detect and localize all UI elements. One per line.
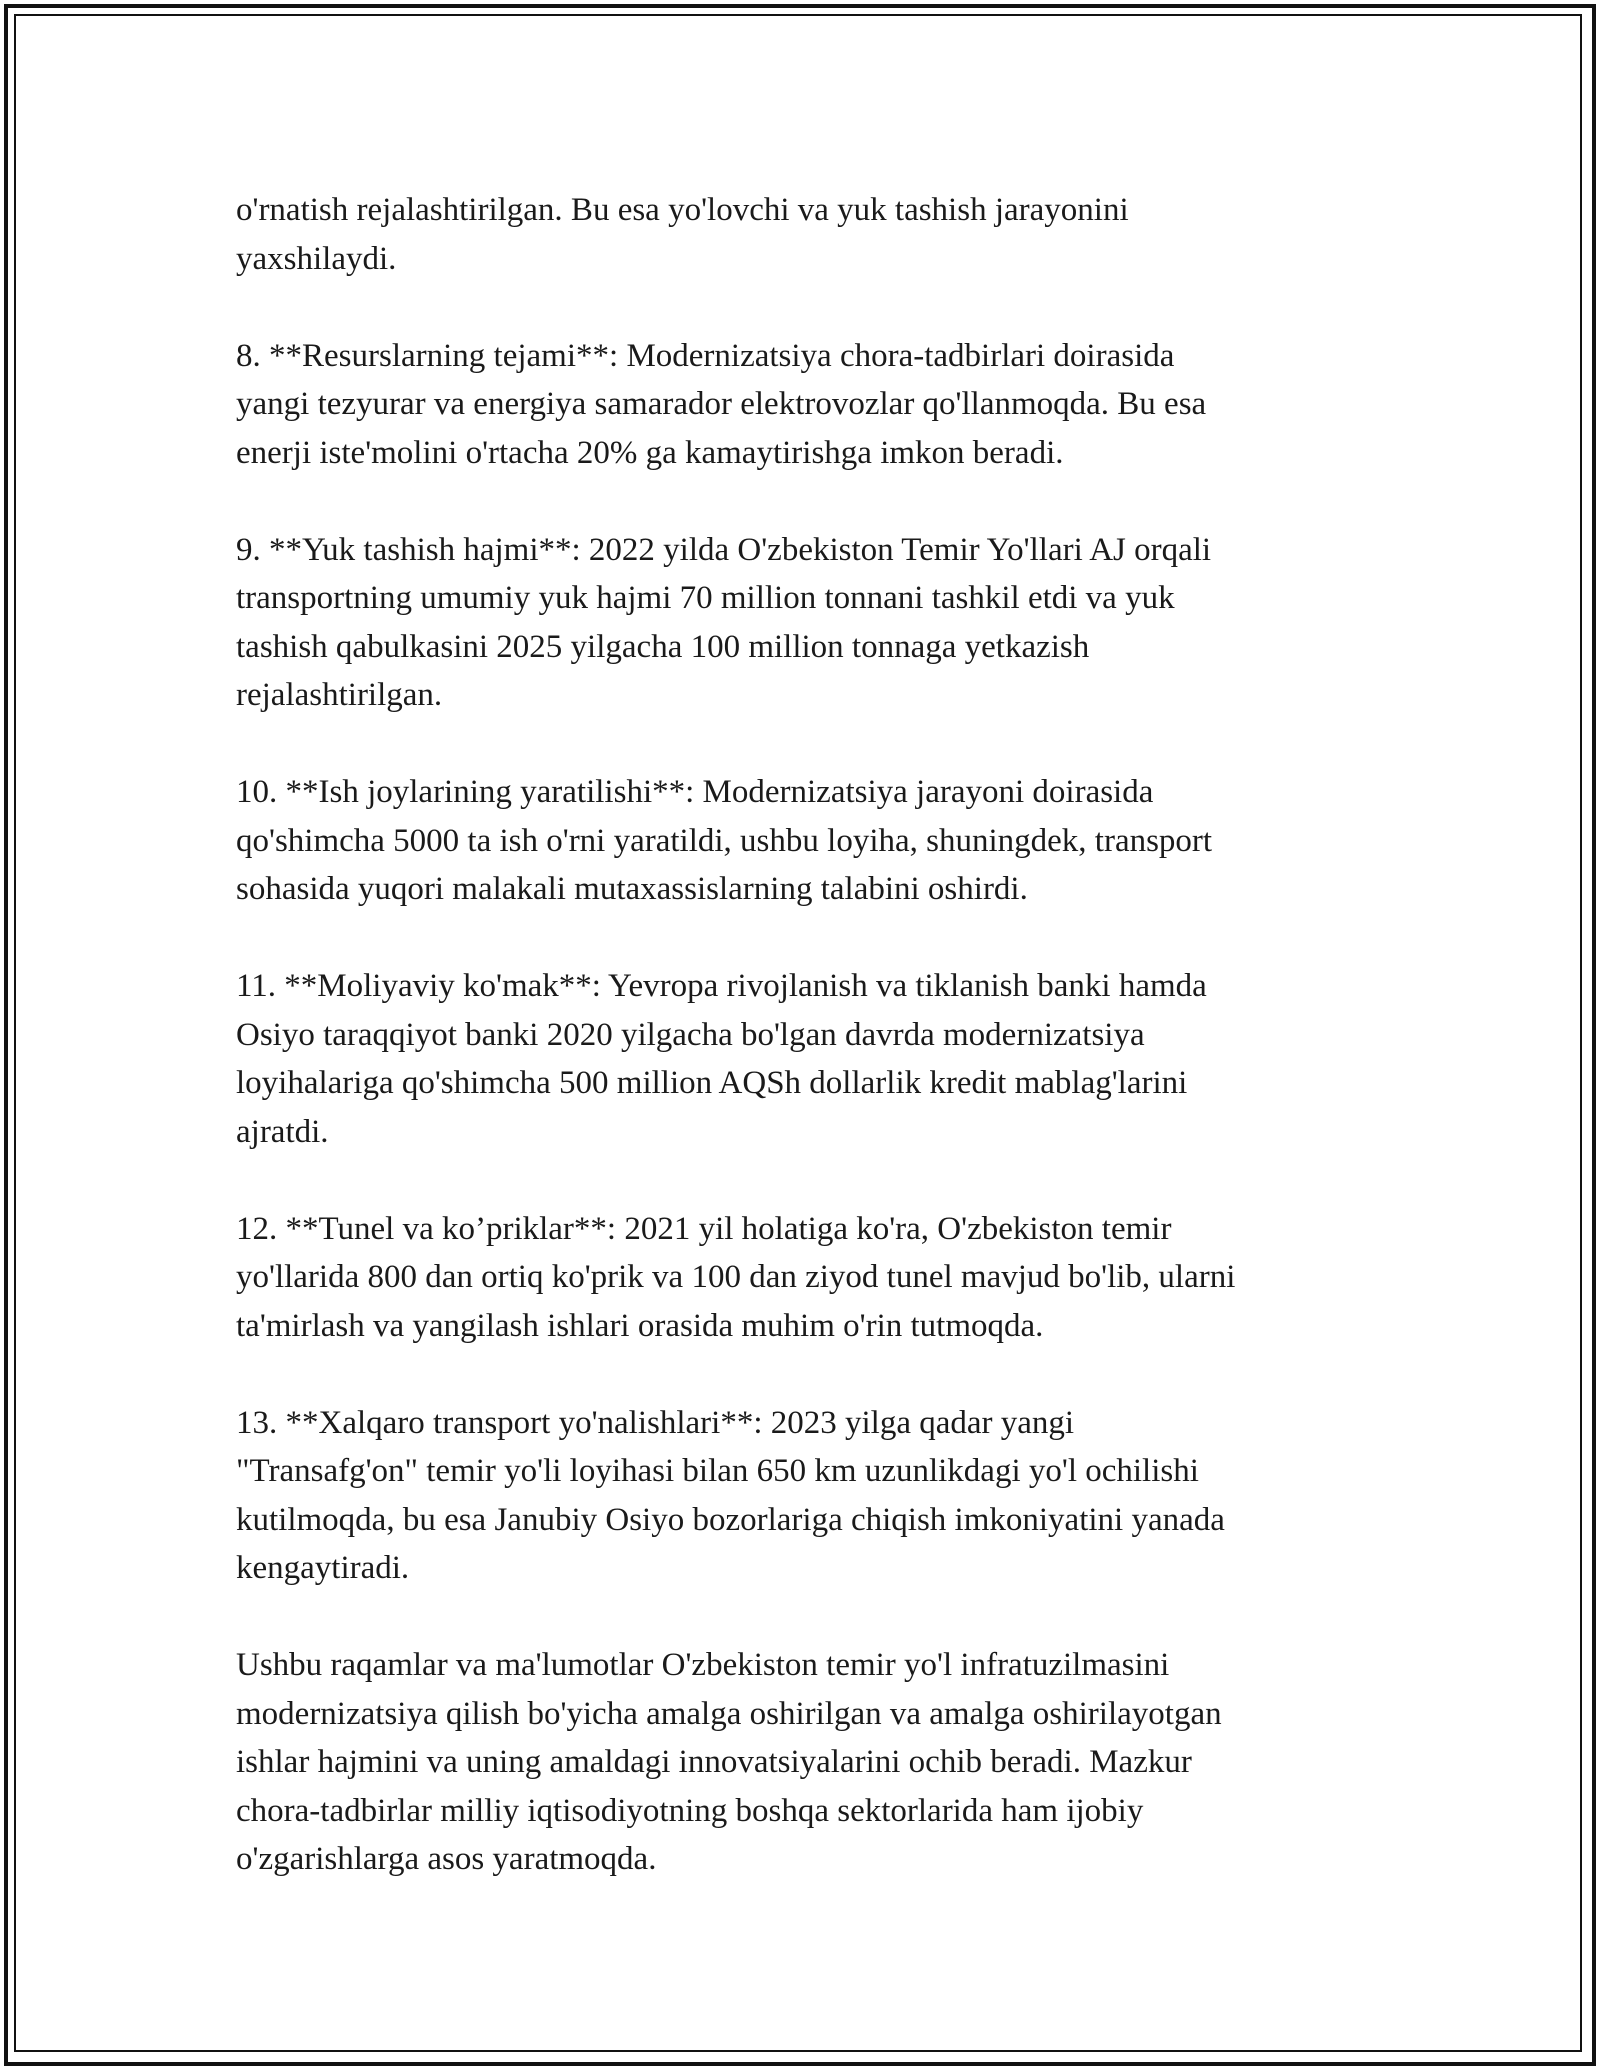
paragraph-item-10-job-creation: 10. **Ish joylarining yaratilishi**: Modernizatsiya jarayoni doirasida qo'shimcha 5000 ta ish o'rni yaratildi, ushbu loyiha, shuningdek, transport sohasida yuqori malakali mutaxassislarning talabini oshirdi.: [236, 774, 1213, 907]
paragraph-item-9-freight-volume: 9. **Yuk tashish hajmi**: 2022 yilda O'zbekiston Temir Yo'llari AJ orqali transportning umumiy yuk hajmi 70 million tonnani tashkil etdi va yuk tashish qabulkasini 2025 yilgacha 100 million tonnaga yetkazish rejalashtirilgan.: [236, 531, 1212, 713]
document-body: [236, 186, 1376, 1884]
paragraph-item-8-resource-savings: 8. **Resurslarning tejami**: Modernizatsiya chora-tadbirlari doirasida yangi tezyurar va energiya samarador elektrovozlar qo'llanmoqda. Bu esa enerji iste'molini o'rtacha 20% ga kamaytirishga imkon beradi.: [236, 337, 1207, 471]
paragraph-conclusion: Ushbu raqamlar va ma'lumotlar O'zbekiston temir yo'l infratuzilmasini modernizatsiya qilish bo'yicha amalga oshirilgan va amalga oshirilayotgan ishlar hajmini va uning amaldagi innovatsiyalarini ochib beradi. Mazkur chora-tadbirlar milliy iqtisodiyotning boshqa sektorlarida ham ijobiy o'zgarishlarga asos yaratmoqda.: [236, 1647, 1222, 1877]
paragraph-intro-continuation: o'rnatish rejalashtirilgan. Bu esa yo'lovchi va yuk tashish jarayonini yaxshilaydi.: [236, 192, 1129, 277]
paragraph-item-11-financial-support: 11. **Moliyaviy ko'mak**: Yevropa rivojlanish va tiklanish banki hamda Osiyo taraqqiyot banki 2020 yilgacha bo'lgan davrda modernizatsiya loyihalariga qo'shimcha 500 million AQSh dollarlik kredit mablag'larini ajratdi.: [236, 968, 1207, 1150]
paragraph-item-12-tunnels-bridges: 12. **Tunel va ko’priklar**: 2021 yil holatiga ko'ra, O'zbekiston temir yo'llarida 800 dan ortiq ko'prik va 100 dan ziyod tunel mavjud bo'lib, ularni ta'mirlash va yangilash ishlari orasida muhim o'rin tutmoqda.: [236, 1210, 1236, 1344]
paragraph-item-13-international-routes: 13. **Xalqaro transport yo'nalishlari**: 2023 yilga qadar yangi "Transafg'on" temir yo'li loyihasi bilan 650 km uzunlikdagi yo'l ochilishi kutilmoqda, bu esa Janubiy Osiyo bozorlariga chiqish imkoniyatini yanada kengaytiradi.: [236, 1404, 1225, 1586]
